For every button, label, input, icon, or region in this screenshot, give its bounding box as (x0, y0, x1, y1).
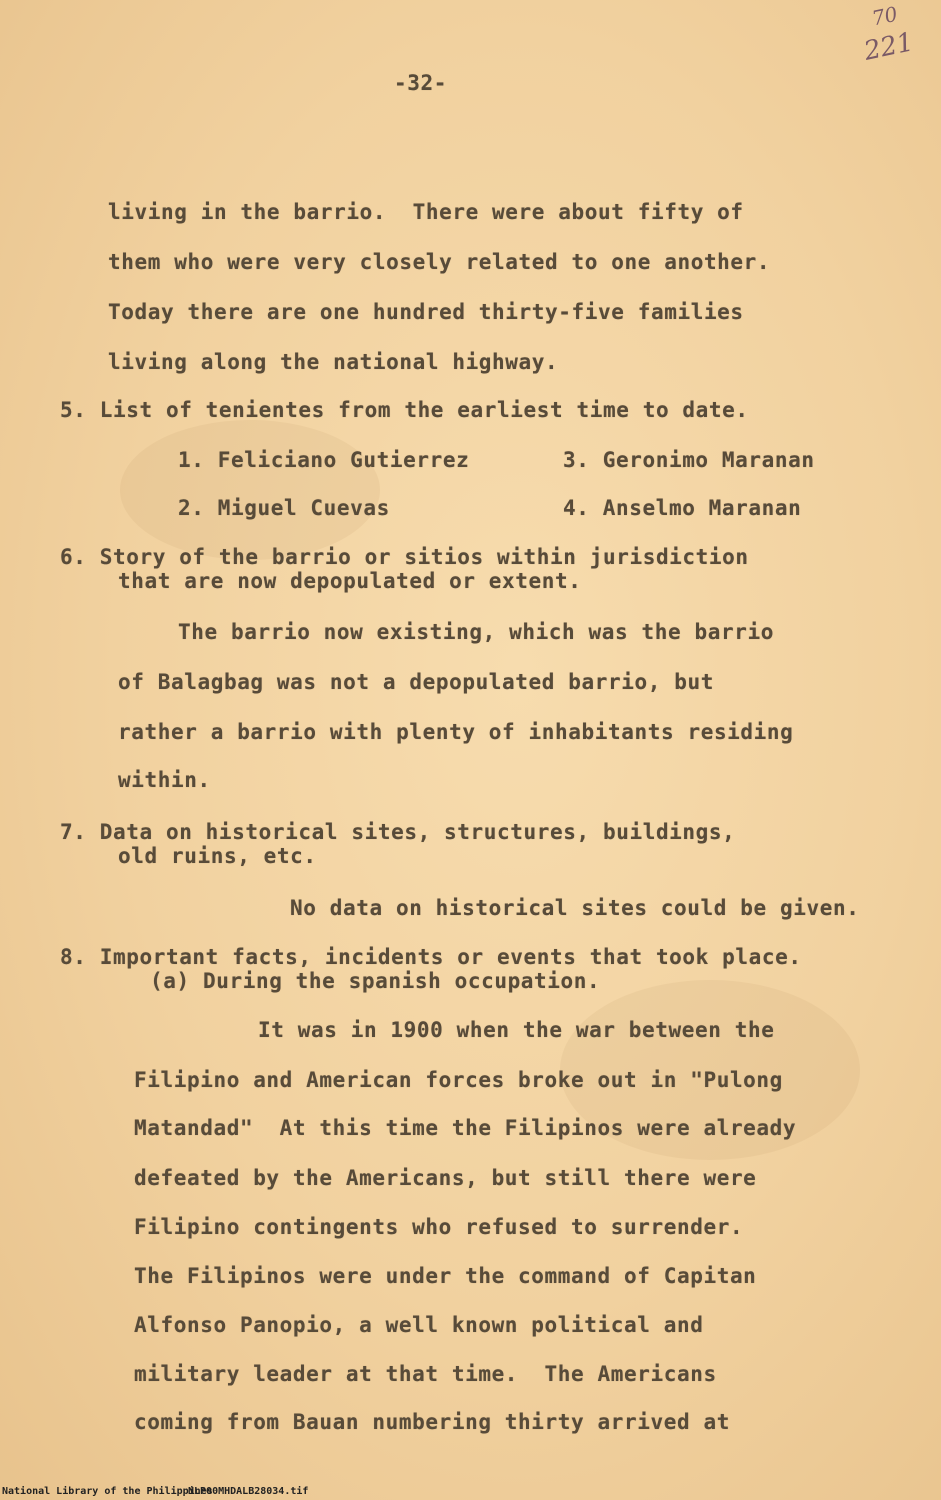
paragraph-line: It was in 1900 when the war between the (258, 1018, 775, 1042)
teniente-item: 1. Feliciano Gutierrez (178, 448, 470, 472)
section-heading: 7. Data on historical sites, structures, buildings, (60, 820, 736, 844)
paper-stain (120, 420, 380, 560)
paragraph-line: No data on historical sites could be given. (290, 896, 860, 920)
paragraph-line: Matandad" At this time the Filipinos were already (134, 1116, 797, 1140)
footer-library-name: National Library of the Philippines (2, 1486, 213, 1497)
section-heading: 8. Important facts, incidents or events that took place. (60, 945, 802, 969)
paragraph-line: within. (118, 768, 211, 792)
paragraph-line: defeated by the Americans, but still there were (134, 1166, 757, 1190)
paragraph-line: coming from Bauan numbering thirty arrived at (134, 1410, 730, 1434)
section-subheading: (a) During the spanish occupation. (150, 969, 601, 993)
paragraph-line: living in the barrio. There were about fifty of (108, 200, 744, 224)
paragraph-line: rather a barrio with plenty of inhabitants residing (118, 720, 794, 744)
section-heading: 6. Story of the barrio or sitios within jurisdiction (60, 545, 749, 569)
paragraph-line: living along the national highway. (108, 350, 559, 374)
teniente-item: 4. Anselmo Maranan (563, 496, 802, 520)
paragraph-line: Filipino and American forces broke out in "Pulong (134, 1068, 783, 1092)
handwritten-page-number: 221 (861, 27, 917, 67)
paragraph-line: Today there are one hundred thirty-five families (108, 300, 744, 324)
paragraph-line: military leader at that time. The Americans (134, 1362, 717, 1386)
page-number: -32- (394, 71, 447, 95)
paragraph-line: The Filipinos were under the command of Capitan (134, 1264, 757, 1288)
paragraph-line: of Balagbag was not a depopulated barrio, but (118, 670, 714, 694)
section-heading: old ruins, etc. (118, 844, 317, 868)
paragraph-line: Filipino contingents who refused to surrender. (134, 1215, 744, 1239)
teniente-item: 2. Miguel Cuevas (178, 496, 390, 520)
paragraph-line: them who were very closely related to one another. (108, 250, 771, 274)
section-heading: 5. List of tenientes from the earliest time to date. (60, 398, 749, 422)
paragraph-line: The barrio now existing, which was the barrio (178, 620, 774, 644)
handwritten-page-number-old: 70 (869, 1, 900, 31)
section-heading: that are now depopulated or extent. (118, 569, 582, 593)
footer-filename: NLP00MHDALB28034.tif (188, 1486, 309, 1497)
teniente-item: 3. Geronimo Maranan (563, 448, 815, 472)
paragraph-line: Alfonso Panopio, a well known political and (134, 1313, 704, 1337)
